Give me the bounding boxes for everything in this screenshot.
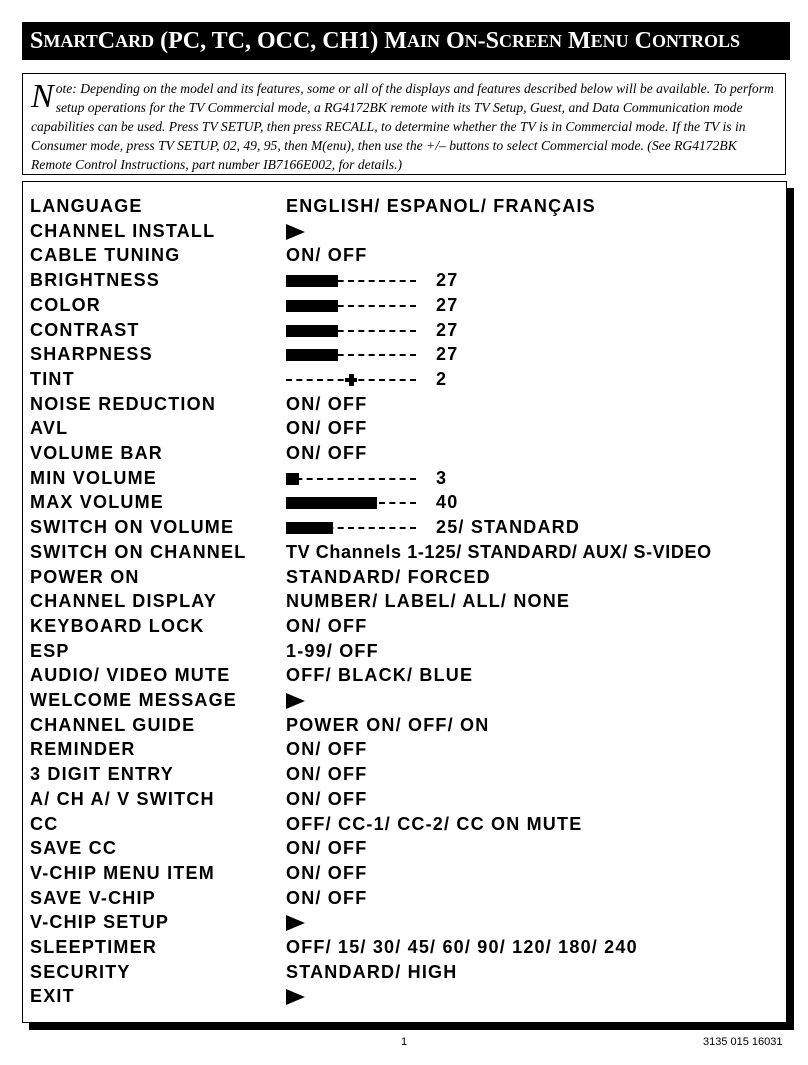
right-arrow-icon	[286, 693, 305, 709]
menu-row-max-volume	[23, 490, 786, 515]
menu-row-power-on	[23, 565, 786, 590]
title-part: ENU	[590, 30, 629, 51]
menu-value: OFF/ CC-1/ CC-2/ CC ON MUTE	[286, 813, 583, 834]
min-volume-level-bar	[286, 473, 416, 485]
menu-value: ON/ OFF	[286, 764, 368, 785]
right-arrow-icon	[286, 224, 305, 240]
menu-row-3-digit-entry	[23, 762, 786, 787]
max-volume-level-bar	[286, 497, 416, 509]
menu-row-ach-av-switch	[23, 787, 786, 812]
menu-row-language	[23, 194, 786, 219]
switch-on-volume-level-bar	[286, 522, 416, 534]
menu-value: ON/ OFF	[286, 245, 368, 266]
menu-row-reminder	[23, 737, 786, 762]
level-fill	[286, 275, 338, 287]
menu-row-cable-tuning	[23, 243, 786, 268]
menu-value: POWER ON/ OFF/ ON	[286, 714, 490, 735]
menu-row-avl	[23, 416, 786, 441]
menu-label: AUDIO/ VIDEO MUTE	[30, 665, 231, 686]
menu-label: BRIGHTNESS	[30, 270, 161, 291]
tint-level-bar	[286, 374, 416, 386]
menu-label: COLOR	[30, 294, 101, 315]
title-part: CREEN	[498, 30, 562, 51]
menu-label: CHANNEL INSTALL	[30, 220, 216, 241]
menu-label: EXIT	[30, 986, 75, 1007]
menu-label: NOISE REDUCTION	[30, 393, 217, 414]
menu-number: 27	[436, 319, 459, 340]
page-title	[22, 22, 790, 60]
menu-row-save-vchip	[23, 886, 786, 911]
menu-value: 1-99/ OFF	[286, 640, 379, 661]
level-fill	[286, 473, 299, 485]
menu-number: 27	[436, 270, 459, 291]
color-level-bar	[286, 300, 416, 312]
title-part: M	[562, 27, 591, 54]
menu-row-tint	[23, 367, 786, 392]
level-fill	[286, 349, 338, 361]
menu-label: KEYBOARD LOCK	[30, 615, 205, 636]
brightness-level-bar	[286, 275, 416, 287]
menu-label: CONTRAST	[30, 319, 140, 340]
menu-label: SWITCH ON CHANNEL	[30, 541, 247, 562]
menu-label: POWER ON	[30, 566, 140, 587]
menu-label: A/ CH A/ V SWITCH	[30, 788, 215, 809]
menu-label: VOLUME BAR	[30, 443, 163, 463]
menu-label: V-CHIP MENU ITEM	[30, 862, 215, 883]
menu-label: CHANNEL DISPLAY	[30, 591, 218, 612]
menu-row-min-volume	[23, 466, 786, 491]
title-part: C	[628, 27, 653, 54]
menu-label: MAX VOLUME	[30, 492, 165, 513]
title-part: ARD	[115, 30, 155, 51]
menu-value: ON/ OFF	[286, 887, 368, 908]
menu-label: SLEEPTIMER	[30, 937, 158, 957]
note-text: ote: Depending on the model and its features, some or all of the displays and features described below will be available. To perform setup operations for the TV Commercial mode, a RG4172BK remote with its TV Setup, Guest, and Data Communication mode capabilities can be used. Press TV SETUP, then press RECALL, to determine whether the TV is in Commercial mode. If the TV is in Consumer mode, press TV SETUP, 02, 49, 95, then M(enu), then use the +/– buttons to select Commercial mode. (See RG4172BK Remote Control Instructions, part number IB7166E002, for details.)	[31, 81, 774, 172]
menu-number: 3	[436, 467, 448, 488]
menu-label: CHANNEL GUIDE	[30, 714, 196, 735]
menu-row-esp	[23, 639, 786, 664]
title-part: ONTROLS	[652, 30, 741, 51]
menu-label: CC	[30, 813, 59, 834]
menu-label: V-CHIP SETUP	[30, 912, 170, 933]
menu-number: 2	[436, 368, 448, 389]
menu-label: TINT	[30, 368, 75, 389]
menu-row-keyboard-lock	[23, 614, 786, 639]
menu-row-av-mute	[23, 663, 786, 688]
contrast-level-bar	[286, 325, 416, 337]
page-number: 1	[401, 1036, 408, 1048]
menu-value: NUMBER/ LABEL/ ALL/ NONE	[286, 591, 571, 612]
menu-row-vchip-setup	[23, 910, 786, 935]
title-part: M	[384, 27, 407, 54]
menu-label: SECURITY	[30, 961, 131, 982]
menu-value: ON/ OFF	[286, 443, 368, 463]
menu-row-contrast	[23, 318, 786, 343]
title-part: -S	[477, 27, 499, 54]
menu-row-channel-install	[23, 219, 786, 244]
menu-row-channel-guide	[23, 713, 786, 738]
menu-value: STANDARD/ FORCED	[286, 566, 491, 587]
menu-value: OFF/ BLACK/ BLUE	[286, 665, 474, 686]
menu-value: ON/ OFF	[286, 615, 368, 636]
menu-row-color	[23, 293, 786, 318]
menu-row-welcome-message	[23, 688, 786, 713]
menu-row-noise-reduction	[23, 392, 786, 417]
menu-value: STANDARD/ HIGH	[286, 961, 458, 982]
title-part: O	[439, 27, 465, 54]
menu-value: ON/ OFF	[286, 393, 368, 414]
menu-row-switch-on-channel	[23, 540, 786, 565]
menu-row-channel-display	[23, 589, 786, 614]
level-fill	[286, 522, 333, 534]
menu-row-security	[23, 960, 786, 985]
menu-label: REMINDER	[30, 739, 136, 760]
menu-row-exit	[23, 984, 786, 1009]
menu-row-volume-bar	[23, 441, 786, 466]
note-box	[22, 73, 786, 175]
menu-label: SHARPNESS	[30, 344, 153, 365]
title-part: C	[97, 27, 116, 54]
menu-number: 25/ STANDARD	[436, 517, 581, 538]
menu-value: ON/ OFF	[286, 739, 368, 760]
menu-row-sharpness	[23, 342, 786, 367]
level-fill	[286, 497, 377, 509]
menu-row-save-cc	[23, 836, 786, 861]
menu-label: ESP	[30, 640, 70, 661]
menu-row-brightness	[23, 268, 786, 293]
on-screen-menu	[22, 181, 787, 1023]
menu-value: ON/ OFF	[286, 418, 368, 439]
level-fill	[286, 325, 338, 337]
level-thumb-stem	[349, 374, 354, 386]
menu-value: OFF/ 15/ 30/ 45/ 60/ 90/ 120/ 180/ 240	[286, 937, 638, 957]
menu-number: 27	[436, 294, 459, 315]
bar-track	[286, 478, 416, 480]
menu-value: ENGLISH/ ESPANOL/ FRANÇAIS	[286, 196, 596, 216]
menu-label: SAVE CC	[30, 838, 118, 859]
menu-label: SAVE V-CHIP	[30, 887, 156, 908]
sharpness-level-bar	[286, 349, 416, 361]
menu-number: 27	[436, 344, 459, 365]
document-number: 3135 015 16031	[703, 1036, 783, 1048]
title-part: N	[464, 30, 478, 51]
menu-label: MIN VOLUME	[30, 467, 157, 488]
menu-value: ON/ OFF	[286, 788, 368, 809]
menu-value: TV Channels 1-125/ STANDARD/ AUX/ S-VIDEO	[286, 541, 712, 562]
right-arrow-icon	[286, 915, 305, 931]
menu-label: WELCOME MESSAGE	[30, 690, 238, 710]
menu-row-vchip-menu-item	[23, 861, 786, 886]
menu-label: 3 DIGIT ENTRY	[30, 764, 174, 785]
menu-row-cc	[23, 812, 786, 837]
menu-label: LANGUAGE	[30, 196, 143, 216]
menu-label: CABLE TUNING	[30, 245, 181, 266]
menu-row-sleeptimer	[23, 935, 786, 960]
title-part: AIN	[406, 30, 440, 51]
menu-label: SWITCH ON VOLUME	[30, 517, 235, 538]
menu-value: ON/ OFF	[286, 838, 368, 859]
menu-row-switch-on-volume	[23, 515, 786, 540]
title-part: (PC, TC, OCC, CH1)	[154, 27, 385, 54]
menu-value: ON/ OFF	[286, 862, 368, 883]
title-part: S	[30, 27, 44, 54]
right-arrow-icon	[286, 989, 305, 1005]
note-dropcap: N	[31, 78, 54, 115]
level-fill	[286, 300, 338, 312]
menu-number: 40	[436, 492, 459, 513]
title-part: MART	[43, 30, 98, 51]
menu-label: AVL	[30, 418, 69, 439]
